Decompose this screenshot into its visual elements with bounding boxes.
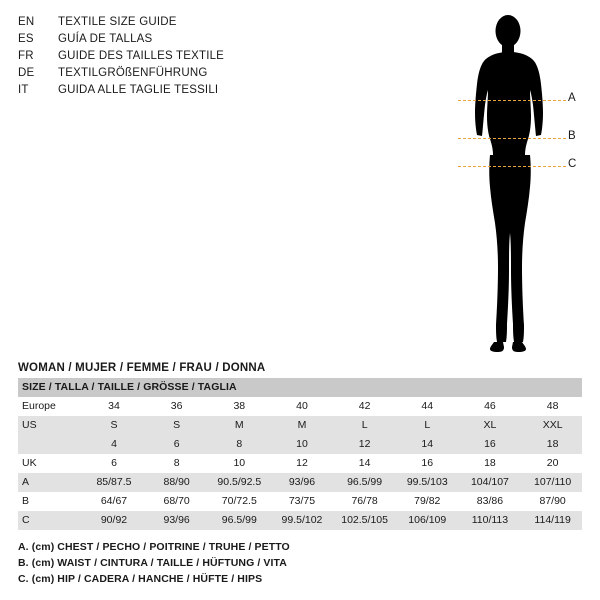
cell: 85/87.5 bbox=[81, 473, 144, 492]
cell: 83/86 bbox=[457, 492, 520, 511]
row-label: C bbox=[18, 511, 81, 530]
row-label bbox=[18, 435, 81, 454]
cell: 96.5/99 bbox=[331, 473, 394, 492]
cell: 36 bbox=[143, 397, 206, 416]
language-title: TEXTILE SIZE GUIDE bbox=[58, 16, 177, 28]
cell: 10 bbox=[269, 435, 332, 454]
cell: 20 bbox=[519, 454, 582, 473]
cell: 38 bbox=[206, 397, 269, 416]
measure-label-b: B bbox=[568, 130, 576, 142]
measure-label-c: C bbox=[568, 158, 577, 170]
cell: 79/82 bbox=[394, 492, 457, 511]
cell: M bbox=[206, 416, 269, 435]
cell: XXL bbox=[519, 416, 582, 435]
measure-line-b bbox=[458, 138, 566, 139]
language-code: FR bbox=[18, 50, 34, 62]
cell: 6 bbox=[81, 454, 144, 473]
language-title: GUÍA DE TALLAS bbox=[58, 33, 153, 45]
size-table-section bbox=[18, 362, 582, 530]
cell: S bbox=[143, 416, 206, 435]
cell: 99.5/103 bbox=[394, 473, 457, 492]
cell: 10 bbox=[206, 454, 269, 473]
row-label: Europe bbox=[18, 397, 81, 416]
cell: 76/78 bbox=[331, 492, 394, 511]
measurement-legend bbox=[18, 541, 438, 589]
language-code: IT bbox=[18, 84, 29, 96]
cell: 16 bbox=[394, 454, 457, 473]
silhouette-icon bbox=[430, 8, 590, 368]
cell: 8 bbox=[206, 435, 269, 454]
table-row bbox=[18, 454, 582, 473]
language-row-en bbox=[18, 16, 348, 33]
language-row-es bbox=[18, 33, 348, 50]
row-label: US bbox=[18, 416, 81, 435]
cell: 12 bbox=[331, 435, 394, 454]
cell: 87/90 bbox=[519, 492, 582, 511]
table-header-row bbox=[18, 378, 582, 397]
language-list bbox=[18, 16, 348, 101]
cell: 8 bbox=[143, 454, 206, 473]
cell: 70/72.5 bbox=[206, 492, 269, 511]
language-code: ES bbox=[18, 33, 34, 45]
measure-label-a: A bbox=[568, 92, 576, 104]
cell: 48 bbox=[519, 397, 582, 416]
language-title: GUIDA ALLE TAGLIE TESSILI bbox=[58, 84, 219, 96]
measure-line-a bbox=[458, 100, 566, 101]
cell: 64/67 bbox=[81, 492, 144, 511]
cell: L bbox=[394, 416, 457, 435]
table-row bbox=[18, 511, 582, 530]
row-label: B bbox=[18, 492, 81, 511]
cell: XL bbox=[457, 416, 520, 435]
legend-row-a: A. (cm) CHEST / PECHO / POITRINE / TRUHE / PETTO bbox=[18, 541, 290, 553]
language-title: TEXTILGRÖßENFÜHRUNG bbox=[58, 67, 208, 79]
cell: 44 bbox=[394, 397, 457, 416]
table-row bbox=[18, 435, 582, 454]
measure-line-c bbox=[458, 166, 566, 167]
legend-row-b: B. (cm) WAIST / CINTURA / TAILLE / HÜFTUNG / VITA bbox=[18, 557, 287, 569]
cell: 90.5/92.5 bbox=[206, 473, 269, 492]
cell: 88/90 bbox=[143, 473, 206, 492]
cell: 4 bbox=[81, 435, 144, 454]
cell: 96.5/99 bbox=[206, 511, 269, 530]
language-row-de bbox=[18, 67, 348, 84]
language-code: DE bbox=[18, 67, 35, 79]
cell: 93/96 bbox=[143, 511, 206, 530]
cell: 12 bbox=[269, 454, 332, 473]
cell: 18 bbox=[457, 454, 520, 473]
row-label: UK bbox=[18, 454, 81, 473]
cell: 73/75 bbox=[269, 492, 332, 511]
language-title: GUIDE DES TAILLES TEXTILE bbox=[58, 50, 225, 62]
table-header-label: SIZE / TALLA / TAILLE / GRÖSSE / TAGLIA bbox=[18, 378, 582, 397]
cell: 93/96 bbox=[269, 473, 332, 492]
cell: 42 bbox=[331, 397, 394, 416]
cell: 110/113 bbox=[457, 511, 520, 530]
cell: 18 bbox=[519, 435, 582, 454]
cell: 99.5/102 bbox=[269, 511, 332, 530]
table-row bbox=[18, 492, 582, 511]
cell: M bbox=[269, 416, 332, 435]
female-silhouette-figure bbox=[430, 8, 590, 368]
language-code: EN bbox=[18, 16, 35, 28]
cell: 104/107 bbox=[457, 473, 520, 492]
cell: 114/119 bbox=[519, 511, 582, 530]
cell: 46 bbox=[457, 397, 520, 416]
cell: 14 bbox=[331, 454, 394, 473]
cell: 34 bbox=[81, 397, 144, 416]
language-row-fr bbox=[18, 50, 348, 67]
cell: 90/92 bbox=[81, 511, 144, 530]
table-row bbox=[18, 416, 582, 435]
size-table bbox=[18, 378, 582, 530]
table-caption: WOMAN / MUJER / FEMME / FRAU / DONNA bbox=[18, 362, 266, 374]
cell: 6 bbox=[143, 435, 206, 454]
cell: 107/110 bbox=[519, 473, 582, 492]
cell: 14 bbox=[394, 435, 457, 454]
table-row bbox=[18, 473, 582, 492]
row-label: A bbox=[18, 473, 81, 492]
cell: L bbox=[331, 416, 394, 435]
cell: 106/109 bbox=[394, 511, 457, 530]
cell: S bbox=[81, 416, 144, 435]
cell: 68/70 bbox=[143, 492, 206, 511]
cell: 16 bbox=[457, 435, 520, 454]
cell: 40 bbox=[269, 397, 332, 416]
legend-row-c: C. (cm) HIP / CADERA / HANCHE / HÜFTE / HIPS bbox=[18, 573, 263, 585]
language-row-it bbox=[18, 84, 348, 101]
cell: 102.5/105 bbox=[331, 511, 394, 530]
table-row bbox=[18, 397, 582, 416]
